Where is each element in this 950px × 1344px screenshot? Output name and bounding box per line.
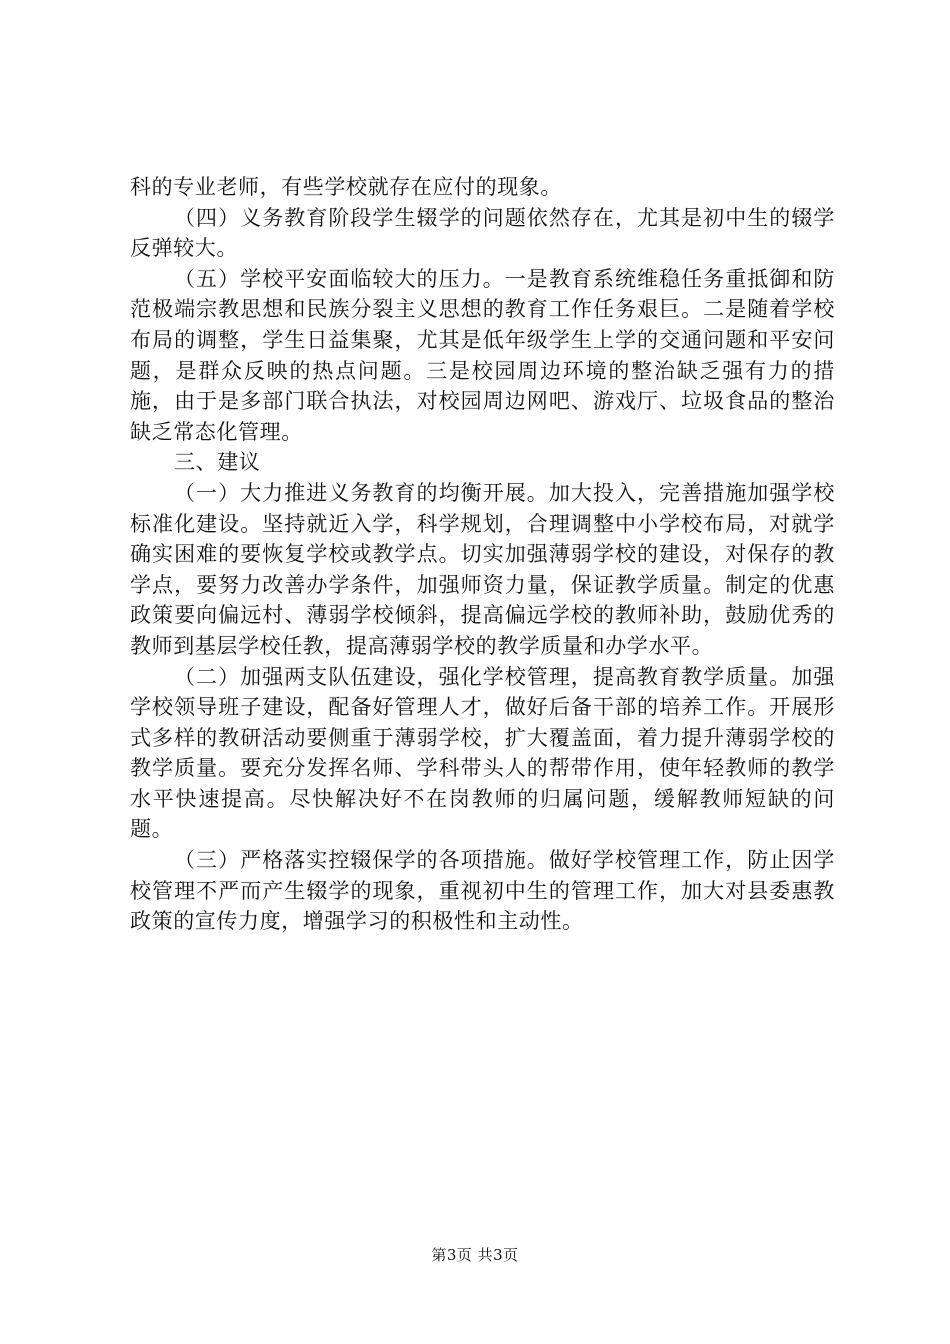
- paragraph-item-four: （四）义务教育阶段学生辍学的问题依然存在，尤其是初中生的辍学反弹较大。: [130, 205, 835, 261]
- document-body: [130, 172, 835, 937]
- paragraph-suggestion-one: （一）大力推进义务教育的均衡开展。加大投入，完善措施加强学校标准化建设。坚持就近入学，科学规划，合理调整中小学校布局，对就学确实困难的要恢复学校或教学点。切实加强薄弱学校的建设，对保存的教学点，要努力改善办学条件，加强师资力量，保证教学质量。制定的优惠政策要向偏远村、薄弱学校倾斜，提高偏远学校的教师补助，鼓励优秀的教师到基层学校任教，提高薄弱学校的教学质量和办学水平。: [130, 480, 835, 658]
- page-footer: [0, 1244, 950, 1265]
- paragraph-suggestion-three: （三）严格落实控辍保学的各项措施。做好学校管理工作，防止因学校管理不严而产生辍学的现象，重视初中生的管理工作，加大对县委惠教政策的宣传力度，增强学习的积极性和主动性。: [130, 848, 835, 934]
- page-number: 第3页 共3页: [431, 1246, 519, 1264]
- paragraph-item-five: （五）学校平安面临较大的压力。一是教育系统维稳任务重抵御和防范极端宗教思想和民族分裂主义思想的教育工作任务艰巨。二是随着学校布局的调整，学生日益集聚，尤其是低年级学生上学的交通问题和平安问题，是群众反映的热点问题。三是校园周边环境的整治缺乏强有力的措施，由于是多部门联合执法，对校园周边网吧、游戏厅、垃圾食品的整治缺乏常态化管理。: [130, 266, 835, 444]
- section-heading-suggestions: 三、建议: [174, 450, 261, 475]
- paragraph-continuation: 科的专业老师，有些学校就存在应付的现象。: [130, 175, 562, 199]
- paragraph-suggestion-two: （二）加强两支队伍建设，强化学校管理，提高教育教学质量。加强学校领导班子建设，配备好管理人才，做好后备干部的培养工作。开展形式多样的教研活动要侧重于薄弱学校，扩大覆盖面，着力提升薄弱学校的教学质量。要充分发挥名师、学科带头人的帮带作用，使年轻教师的教学水平快速提高。尽快解决好不在岗教师的归属问题，缓解教师短缺的问题。: [130, 664, 835, 842]
